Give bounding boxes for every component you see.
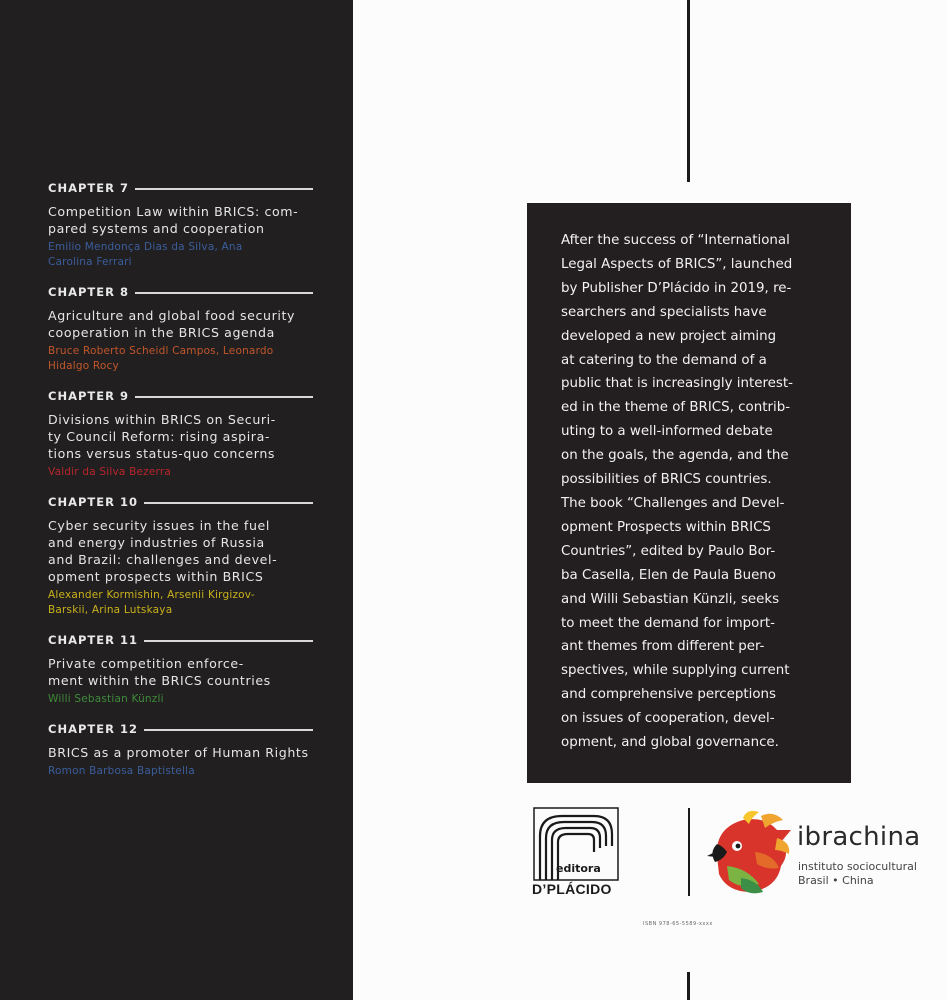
author-line: Bruce Roberto Scheidl Campos, Leonardo [48,345,274,357]
heading-rule [144,502,313,504]
title-line: BRICS as a promoter of Human Rights [48,745,309,760]
chapter-title [48,203,313,237]
title-line: and Brazil: challenges and devel- [48,552,278,567]
chapter-authors [48,764,313,779]
chapter-title [48,517,313,585]
chapter-12 [48,721,313,779]
title-line: ty Council Reform: rising aspira- [48,429,271,444]
title-line: cooperation in the BRICS agenda [48,325,275,340]
heading-rule [144,640,313,642]
blurb-text [561,229,818,755]
chapter-11 [48,632,313,707]
chapter-number: CHAPTER 12 [48,722,138,736]
blurb-line: developed a new project aiming [561,328,777,344]
title-line: Competition Law within BRICS: com- [48,204,299,219]
author-line: Hidalgo Rocy [48,360,119,372]
blurb-line: uting to a well-informed debate [561,424,773,440]
author-line: Romon Barbosa Baptistella [48,765,195,777]
title-line: and energy industries of Russia [48,535,265,550]
isbn-text: ISBN 978-65-5589-xxxx [643,921,713,927]
partner-subtitle-2: Brasil • China [798,874,874,887]
title-line: tions versus status-quo concerns [48,446,276,461]
blurb-line: and Willi Sebastian Künzli, seeks [561,591,780,607]
chapter-7 [48,180,313,270]
title-line: Agriculture and global food security [48,308,296,323]
chapter-10 [48,494,313,618]
chapter-number: CHAPTER 7 [48,181,129,195]
blurb-line: on the goals, the agenda, and the [561,448,789,464]
chapter-number: CHAPTER 8 [48,285,129,299]
blurb-line: by Publisher D’Plácido in 2019, re- [561,280,792,296]
chapter-number: CHAPTER 10 [48,495,138,509]
blurb-line: to meet the demand for import- [561,615,775,631]
chapter-authors [48,692,313,707]
chapter-title [48,744,313,761]
blurb-line: opment Prospects within BRICS [561,519,771,535]
chapter-title [48,307,313,341]
blurb-line: at catering to the demand of a [561,352,767,368]
chapter-list [48,180,313,793]
chapter-authors [48,344,313,374]
chapter-8 [48,284,313,374]
heading-rule [135,396,313,398]
chapter-number: CHAPTER 11 [48,633,138,647]
chapter-title [48,655,313,689]
blurb-line: ba Casella, Elen de Paula Bueno [561,567,776,583]
chapter-authors [48,465,313,480]
title-line: Cyber security issues in the fuel [48,518,270,533]
heading-rule [144,729,313,731]
blurb-line: After the success of “International [561,233,790,248]
heading-rule [135,188,313,190]
blurb-line: Countries”, edited by Paulo Bor- [561,543,776,559]
blurb-line: public that is increasingly interest- [561,376,793,392]
blurb-line: The book “Challenges and Devel- [561,495,785,511]
blurb-line: spectives, while supplying current [561,663,790,679]
vertical-rule-top [687,0,690,182]
chapter-number: CHAPTER 9 [48,389,129,403]
author-line: Carolina Ferrari [48,256,132,268]
blurb-line: ed in the theme of BRICS, contrib- [561,400,791,416]
chapter-heading [48,388,313,404]
title-line: opment prospects within BRICS [48,569,264,584]
vertical-rule-bottom [687,972,690,1000]
left-panel [0,0,353,1000]
partner-name: ibrachina [797,822,921,852]
chapter-heading [48,494,313,510]
blurb-line: Legal Aspects of BRICS”, launched [561,256,793,272]
blurb-line: possibilities of BRICS countries. [561,472,772,488]
blurb-line: and comprehensive perceptions [561,687,777,703]
blurb-line: opment, and global governance. [561,735,779,751]
title-line: ment within the BRICS countries [48,673,271,688]
blurb-line: ant themes from different per- [561,639,765,655]
blurb-line: on issues of cooperation, devel- [561,711,775,727]
publisher-small-label: editora [556,862,601,875]
logo-divider [688,808,690,896]
author-line: Alexander Kormishin, Arsenii Kirgizov- [48,589,255,601]
chapter-heading [48,284,313,300]
heading-rule [135,292,313,294]
chapter-heading [48,721,313,737]
blurb-box [527,203,851,783]
chapter-title [48,411,313,462]
chapter-authors [48,240,313,270]
ibrachina-bird-logo-icon [707,808,793,898]
chapter-heading [48,180,313,196]
author-line: Valdir da Silva Bezerra [48,466,171,478]
title-line: Private competition enforce- [48,656,244,671]
chapter-heading [48,632,313,648]
author-line: Willi Sebastian Künzli [48,693,164,705]
title-line: pared systems and cooperation [48,221,265,236]
chapter-authors [48,588,313,618]
title-line: Divisions within BRICS on Securi- [48,412,276,427]
author-line: Barskii, Arina Lutskaya [48,604,173,616]
partner-subtitle-1: instituto sociocultural [798,860,917,873]
publisher-name: D’PLÁCIDO [532,881,612,897]
author-line: Emilio Mendonça Dias da Silva, Ana [48,241,243,253]
chapter-9 [48,388,313,480]
blurb-line: searchers and specialists have [561,304,767,320]
